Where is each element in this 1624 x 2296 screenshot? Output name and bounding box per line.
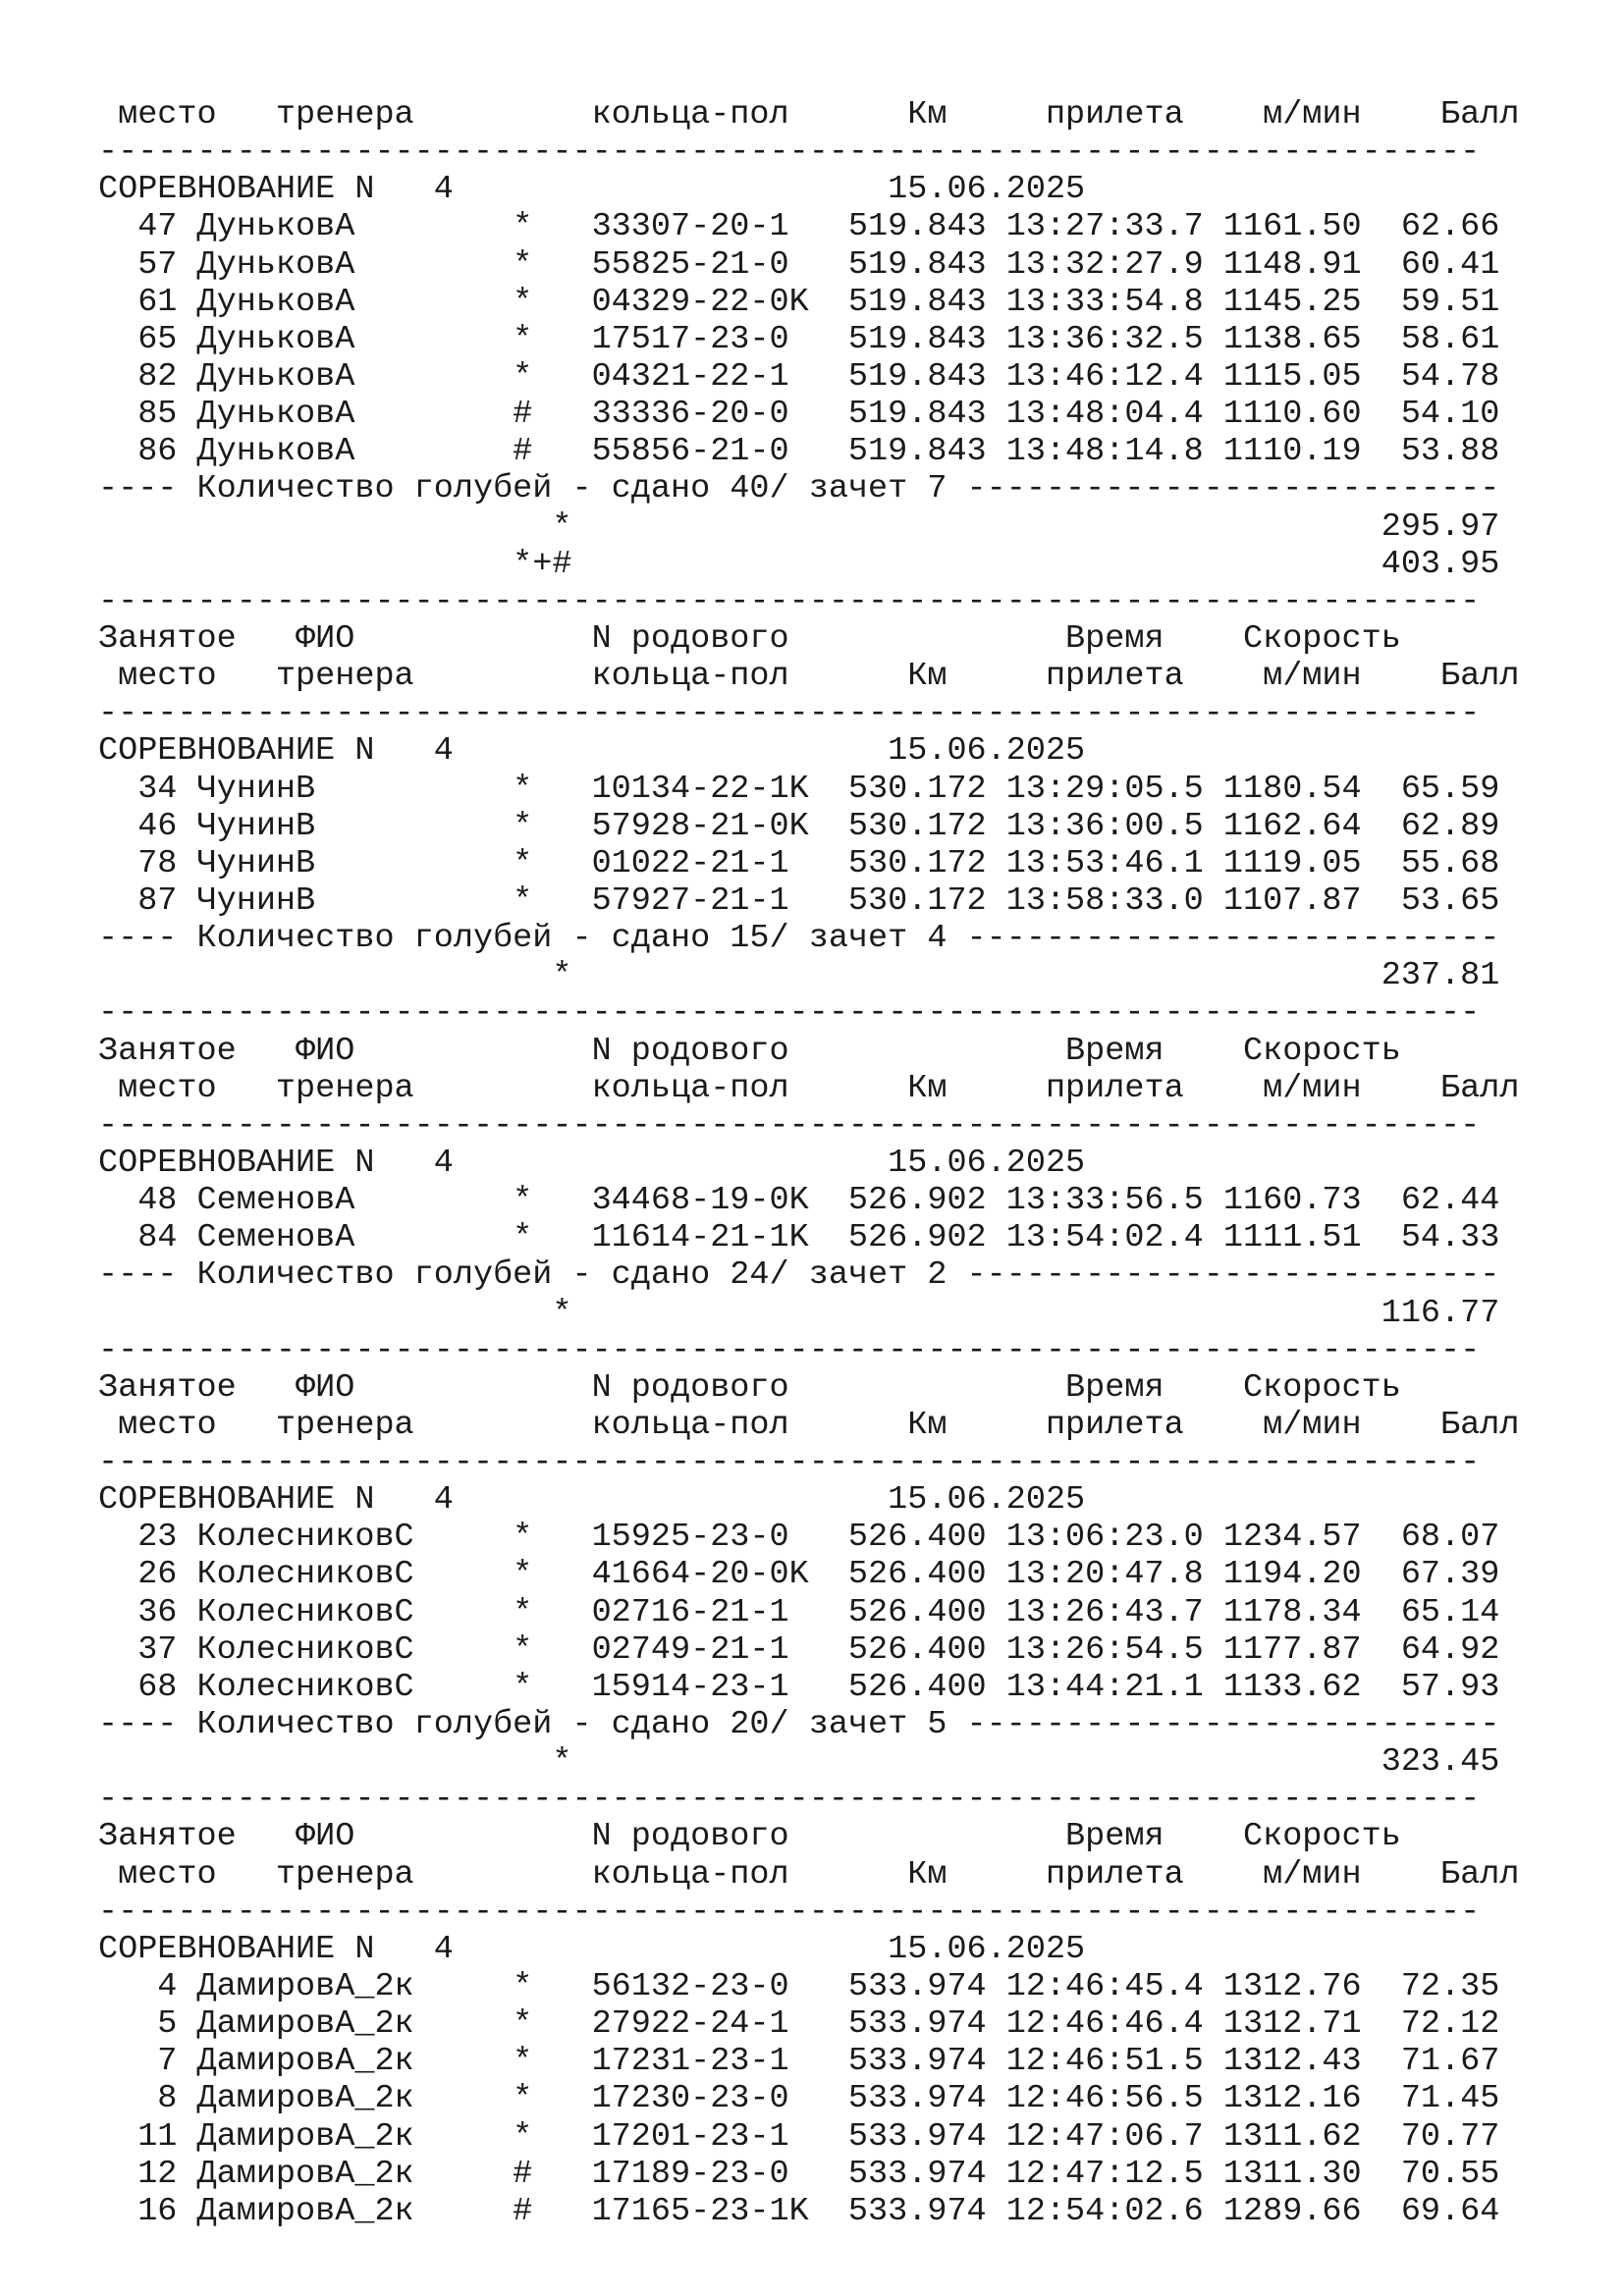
report-line: 5 ДамировА_2к * 27922-24-1 533.974 12:46:46.4 1312.71 72.12 [98,2005,1500,2044]
report-line: Занятое ФИО N родового Время Скорость [98,619,1401,658]
report-line: Занятое ФИО N родового Время Скорость [98,1818,1401,1856]
report-line: СОРЕВНОВАНИЕ N 4 15.06.2025 [98,1930,1086,1968]
report-line: 36 КолесниковС * 02716-21-1 526.400 13:26:43.7 1178.34 65.14 [98,1593,1500,1631]
report-line: ---------------------------------------------------------------------- [98,133,1481,172]
report-line: место тренера кольца-пол Км прилета м/мин Балл [98,1855,1520,1894]
report-line: 47 ДуньковА * 33307-20-1 519.843 13:27:33.7 1161.50 62.66 [98,208,1500,246]
report-line: 4 ДамировА_2к * 56132-23-0 533.974 12:46:45.4 1312.76 72.35 [98,1968,1500,2006]
report-line: * 237.81 [98,957,1500,995]
report-line: ---- Количество голубей - сдано 15/ зачет 4 --------------------------- [98,920,1500,958]
report-line: 16 ДамировА_2к # 17165-23-1K 533.974 12:54:02.6 1289.66 69.64 [98,2192,1500,2230]
report-line: 85 ДуньковА # 33336-20-0 519.843 13:48:04.4 1110.60 54.10 [98,396,1500,434]
report-line: ---------------------------------------------------------------------- [98,1781,1481,1819]
report-line: ---- Количество голубей - сдано 40/ зачет 7 --------------------------- [98,470,1500,508]
report-line: 8 ДамировА_2к * 17230-23-0 533.974 12:46:56.5 1312.16 71.45 [98,2080,1500,2118]
report-line: место тренера кольца-пол Км прилета м/мин Балл [98,1406,1520,1444]
report-line: 82 ДуньковА * 04321-22-1 519.843 13:46:12.4 1115.05 54.78 [98,357,1500,396]
report-line: 7 ДамировА_2к * 17231-23-1 533.974 12:46:51.5 1312.43 71.67 [98,2043,1500,2081]
report-line: ---- Количество голубей - сдано 20/ зачет 5 --------------------------- [98,1706,1500,1744]
report-line: СОРЕВНОВАНИЕ N 4 15.06.2025 [98,1481,1086,1520]
report-line: ---------------------------------------------------------------------- [98,582,1481,620]
report-line: ---------------------------------------------------------------------- [98,1106,1481,1145]
report-line: 34 ЧунинВ * 10134-22-1K 530.172 13:29:05.5 1180.54 65.59 [98,770,1500,808]
report-line: ---------------------------------------------------------------------- [98,695,1481,733]
report-line: ---------------------------------------------------------------------- [98,994,1481,1033]
report-line: 11 ДамировА_2к * 17201-23-1 533.974 12:47:06.7 1311.62 70.77 [98,2117,1500,2156]
report-line: 86 ДуньковА # 55856-21-0 519.843 13:48:14.8 1110.19 53.88 [98,433,1500,471]
report-line: место тренера кольца-пол Км прилета м/мин Балл [98,658,1520,696]
report-line: 26 КолесниковС * 41664-20-0K 526.400 13:20:47.8 1194.20 67.39 [98,1556,1500,1594]
report-line: ---------------------------------------------------------------------- [98,1331,1481,1369]
report-line: Занятое ФИО N родового Время Скорость [98,1368,1401,1407]
report-line: 57 ДуньковА * 55825-21-0 519.843 13:32:27.9 1148.91 60.41 [98,245,1500,284]
report-line: Занятое ФИО N родового Время Скорость [98,1032,1401,1070]
report-line: 65 ДуньковА * 17517-23-0 519.843 13:36:32.5 1138.65 58.61 [98,320,1500,358]
report-line: место тренера кольца-пол Км прилета м/мин Балл [98,1069,1520,1107]
report-line: 46 ЧунинВ * 57928-21-0K 530.172 13:36:00.5 1162.64 62.89 [98,807,1500,845]
results-report [98,96,1519,2230]
report-line: 84 СеменовА * 11614-21-1K 526.902 13:54:02.4 1111.51 54.33 [98,1219,1500,1257]
report-line: СОРЕВНОВАНИЕ N 4 15.06.2025 [98,732,1086,771]
report-line: ---- Количество голубей - сдано 24/ зачет 2 --------------------------- [98,1256,1500,1295]
report-line: * 323.45 [98,1743,1500,1782]
report-line: 78 ЧунинВ * 01022-21-1 530.172 13:53:46.1 1119.05 55.68 [98,844,1500,882]
report-line: * 295.97 [98,507,1500,546]
report-line: 48 СеменовА * 34468-19-0K 526.902 13:33:56.5 1160.73 62.44 [98,1182,1500,1220]
report-line: СОРЕВНОВАНИЕ N 4 15.06.2025 [98,171,1086,209]
report-line: 87 ЧунинВ * 57927-21-1 530.172 13:58:33.0 1107.87 53.65 [98,881,1500,920]
report-line: 23 КолесниковС * 15925-23-0 526.400 13:06:23.0 1234.57 68.07 [98,1519,1500,1557]
report-line: место тренера кольца-пол Км прилета м/мин Балл [98,96,1520,133]
report-line: ---------------------------------------------------------------------- [98,1893,1481,1931]
report-line: 61 ДуньковА * 04329-22-0K 519.843 13:33:54.8 1145.25 59.51 [98,283,1500,321]
report-line: 37 КолесниковС * 02749-21-1 526.400 13:26:54.5 1177.87 64.92 [98,1630,1500,1669]
report-line: * 116.77 [98,1294,1500,1332]
report-line: *+# 403.95 [98,545,1500,583]
report-line: 12 ДамировА_2к # 17189-23-0 533.974 12:47:12.5 1311.30 70.55 [98,2155,1500,2193]
report-line: СОРЕВНОВАНИЕ N 4 15.06.2025 [98,1144,1086,1182]
report-line: 68 КолесниковС * 15914-23-1 526.400 13:44:21.1 1133.62 57.93 [98,1668,1500,1706]
report-line: ---------------------------------------------------------------------- [98,1444,1481,1482]
